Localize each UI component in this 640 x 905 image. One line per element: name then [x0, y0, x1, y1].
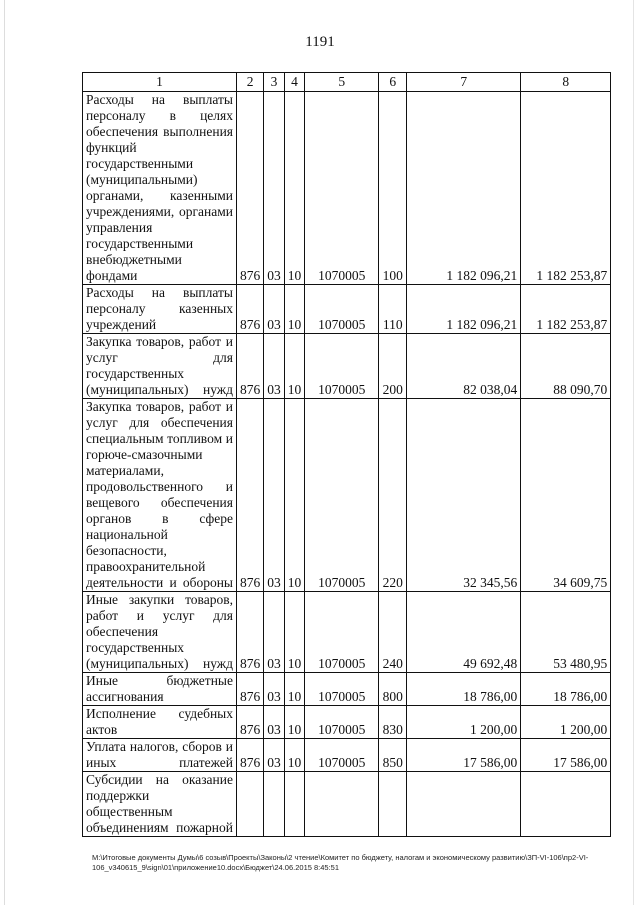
- row-gr: 876: [237, 592, 264, 673]
- row-year2: 53 480,95: [521, 592, 611, 673]
- header-cell: 8: [521, 73, 611, 92]
- header-cell: 4: [284, 73, 305, 92]
- row-description: Расходы на выплаты персоналу в целях обеспечения выполнения функций государственными (муниципальными) органами, казенными учреждениями, органами управления государственными внебюджетными фондами: [83, 92, 237, 285]
- row-gr: [237, 772, 264, 837]
- row-csr: [305, 772, 379, 837]
- table-row: [83, 285, 611, 334]
- row-vr: 220: [379, 399, 407, 592]
- header-cell: 3: [264, 73, 285, 92]
- row-vr: 200: [379, 334, 407, 399]
- row-gr: 876: [237, 673, 264, 706]
- row-gr: 876: [237, 92, 264, 285]
- row-rz: 03: [264, 399, 285, 592]
- row-year1: 82 038,04: [407, 334, 521, 399]
- row-pr: 10: [284, 739, 305, 772]
- row-description: Уплата налогов, сборов и иных платежей: [83, 739, 237, 772]
- row-vr: 850: [379, 739, 407, 772]
- row-year2: 1 200,00: [521, 706, 611, 739]
- row-gr: 876: [237, 739, 264, 772]
- scan-edge-left: [4, 0, 5, 905]
- row-pr: 10: [284, 334, 305, 399]
- row-rz: 03: [264, 92, 285, 285]
- row-year1: [407, 772, 521, 837]
- row-description: Субсидии на оказание поддержки общественным объединениям пожарной: [83, 772, 237, 837]
- row-year2: 17 586,00: [521, 739, 611, 772]
- row-csr: 1070005: [305, 673, 379, 706]
- row-vr: 110: [379, 285, 407, 334]
- row-pr: 10: [284, 285, 305, 334]
- row-year1: 1 182 096,21: [407, 285, 521, 334]
- row-description: Исполнение судебных актов: [83, 706, 237, 739]
- row-pr: [284, 772, 305, 837]
- row-year1: 49 692,48: [407, 592, 521, 673]
- row-vr: 830: [379, 706, 407, 739]
- row-vr: 100: [379, 92, 407, 285]
- row-csr: 1070005: [305, 399, 379, 592]
- row-pr: 10: [284, 592, 305, 673]
- header-cell: 1: [83, 73, 237, 92]
- row-rz: 03: [264, 739, 285, 772]
- table-row: [83, 592, 611, 673]
- document-path-footer: M:\Итоговые документы Думы\6 созыв\Проекты\Законы\2 чтение\Комитет по бюджету, налогам и экономическому развитию\ЗП-VI-106\пр2-VI-106_v340615_9\sign\01\приложение10.docx\Бюджет\24.06.2015 8:45:51: [92, 853, 589, 872]
- row-gr: 876: [237, 706, 264, 739]
- row-gr: 876: [237, 399, 264, 592]
- row-csr: 1070005: [305, 592, 379, 673]
- row-description: Иные закупки товаров, работ и услуг для обеспечения государственных (муниципальных) нужд: [83, 592, 237, 673]
- header-cell: 5: [305, 73, 379, 92]
- row-year2: 1 182 253,87: [521, 285, 611, 334]
- table-header-row: [83, 73, 611, 92]
- row-csr: 1070005: [305, 285, 379, 334]
- row-vr: [379, 772, 407, 837]
- table-row: [83, 399, 611, 592]
- row-description: Закупка товаров, работ и услуг для обеспечения специальным топливом и горюче-смазочными материалами, продовольственного и вещевого обеспечения органов в сфере национальной безопасности, правоохранительной деятельности и обороны: [83, 399, 237, 592]
- row-rz: 03: [264, 334, 285, 399]
- row-vr: 800: [379, 673, 407, 706]
- row-rz: 03: [264, 592, 285, 673]
- budget-table: [82, 72, 611, 837]
- row-description: Закупка товаров, работ и услуг для государственных (муниципальных) нужд: [83, 334, 237, 399]
- row-csr: 1070005: [305, 706, 379, 739]
- table-row: [83, 739, 611, 772]
- row-description: Иные бюджетные ассигнования: [83, 673, 237, 706]
- row-vr: 240: [379, 592, 407, 673]
- table-row: [83, 334, 611, 399]
- row-pr: 10: [284, 399, 305, 592]
- scan-edge-right: [633, 0, 634, 905]
- header-cell: 7: [407, 73, 521, 92]
- row-year1: 1 200,00: [407, 706, 521, 739]
- row-pr: 10: [284, 673, 305, 706]
- row-pr: 10: [284, 92, 305, 285]
- row-pr: 10: [284, 706, 305, 739]
- table-row: [83, 92, 611, 285]
- row-gr: 876: [237, 285, 264, 334]
- row-rz: [264, 772, 285, 837]
- header-cell: 2: [237, 73, 264, 92]
- page-number: 1191: [305, 34, 335, 50]
- row-rz: 03: [264, 673, 285, 706]
- row-year1: 32 345,56: [407, 399, 521, 592]
- table-row: [83, 706, 611, 739]
- row-year2: 88 090,70: [521, 334, 611, 399]
- row-year2: [521, 772, 611, 837]
- header-cell: 6: [379, 73, 407, 92]
- row-description: Расходы на выплаты персоналу казенных учреждений: [83, 285, 237, 334]
- row-year1: 17 586,00: [407, 739, 521, 772]
- row-year1: 18 786,00: [407, 673, 521, 706]
- row-csr: 1070005: [305, 739, 379, 772]
- table-row: [83, 772, 611, 837]
- row-year1: 1 182 096,21: [407, 92, 521, 285]
- table-row: [83, 673, 611, 706]
- row-year2: 34 609,75: [521, 399, 611, 592]
- row-rz: 03: [264, 285, 285, 334]
- row-rz: 03: [264, 706, 285, 739]
- row-year2: 1 182 253,87: [521, 92, 611, 285]
- row-gr: 876: [237, 334, 264, 399]
- row-csr: 1070005: [305, 334, 379, 399]
- row-year2: 18 786,00: [521, 673, 611, 706]
- row-csr: 1070005: [305, 92, 379, 285]
